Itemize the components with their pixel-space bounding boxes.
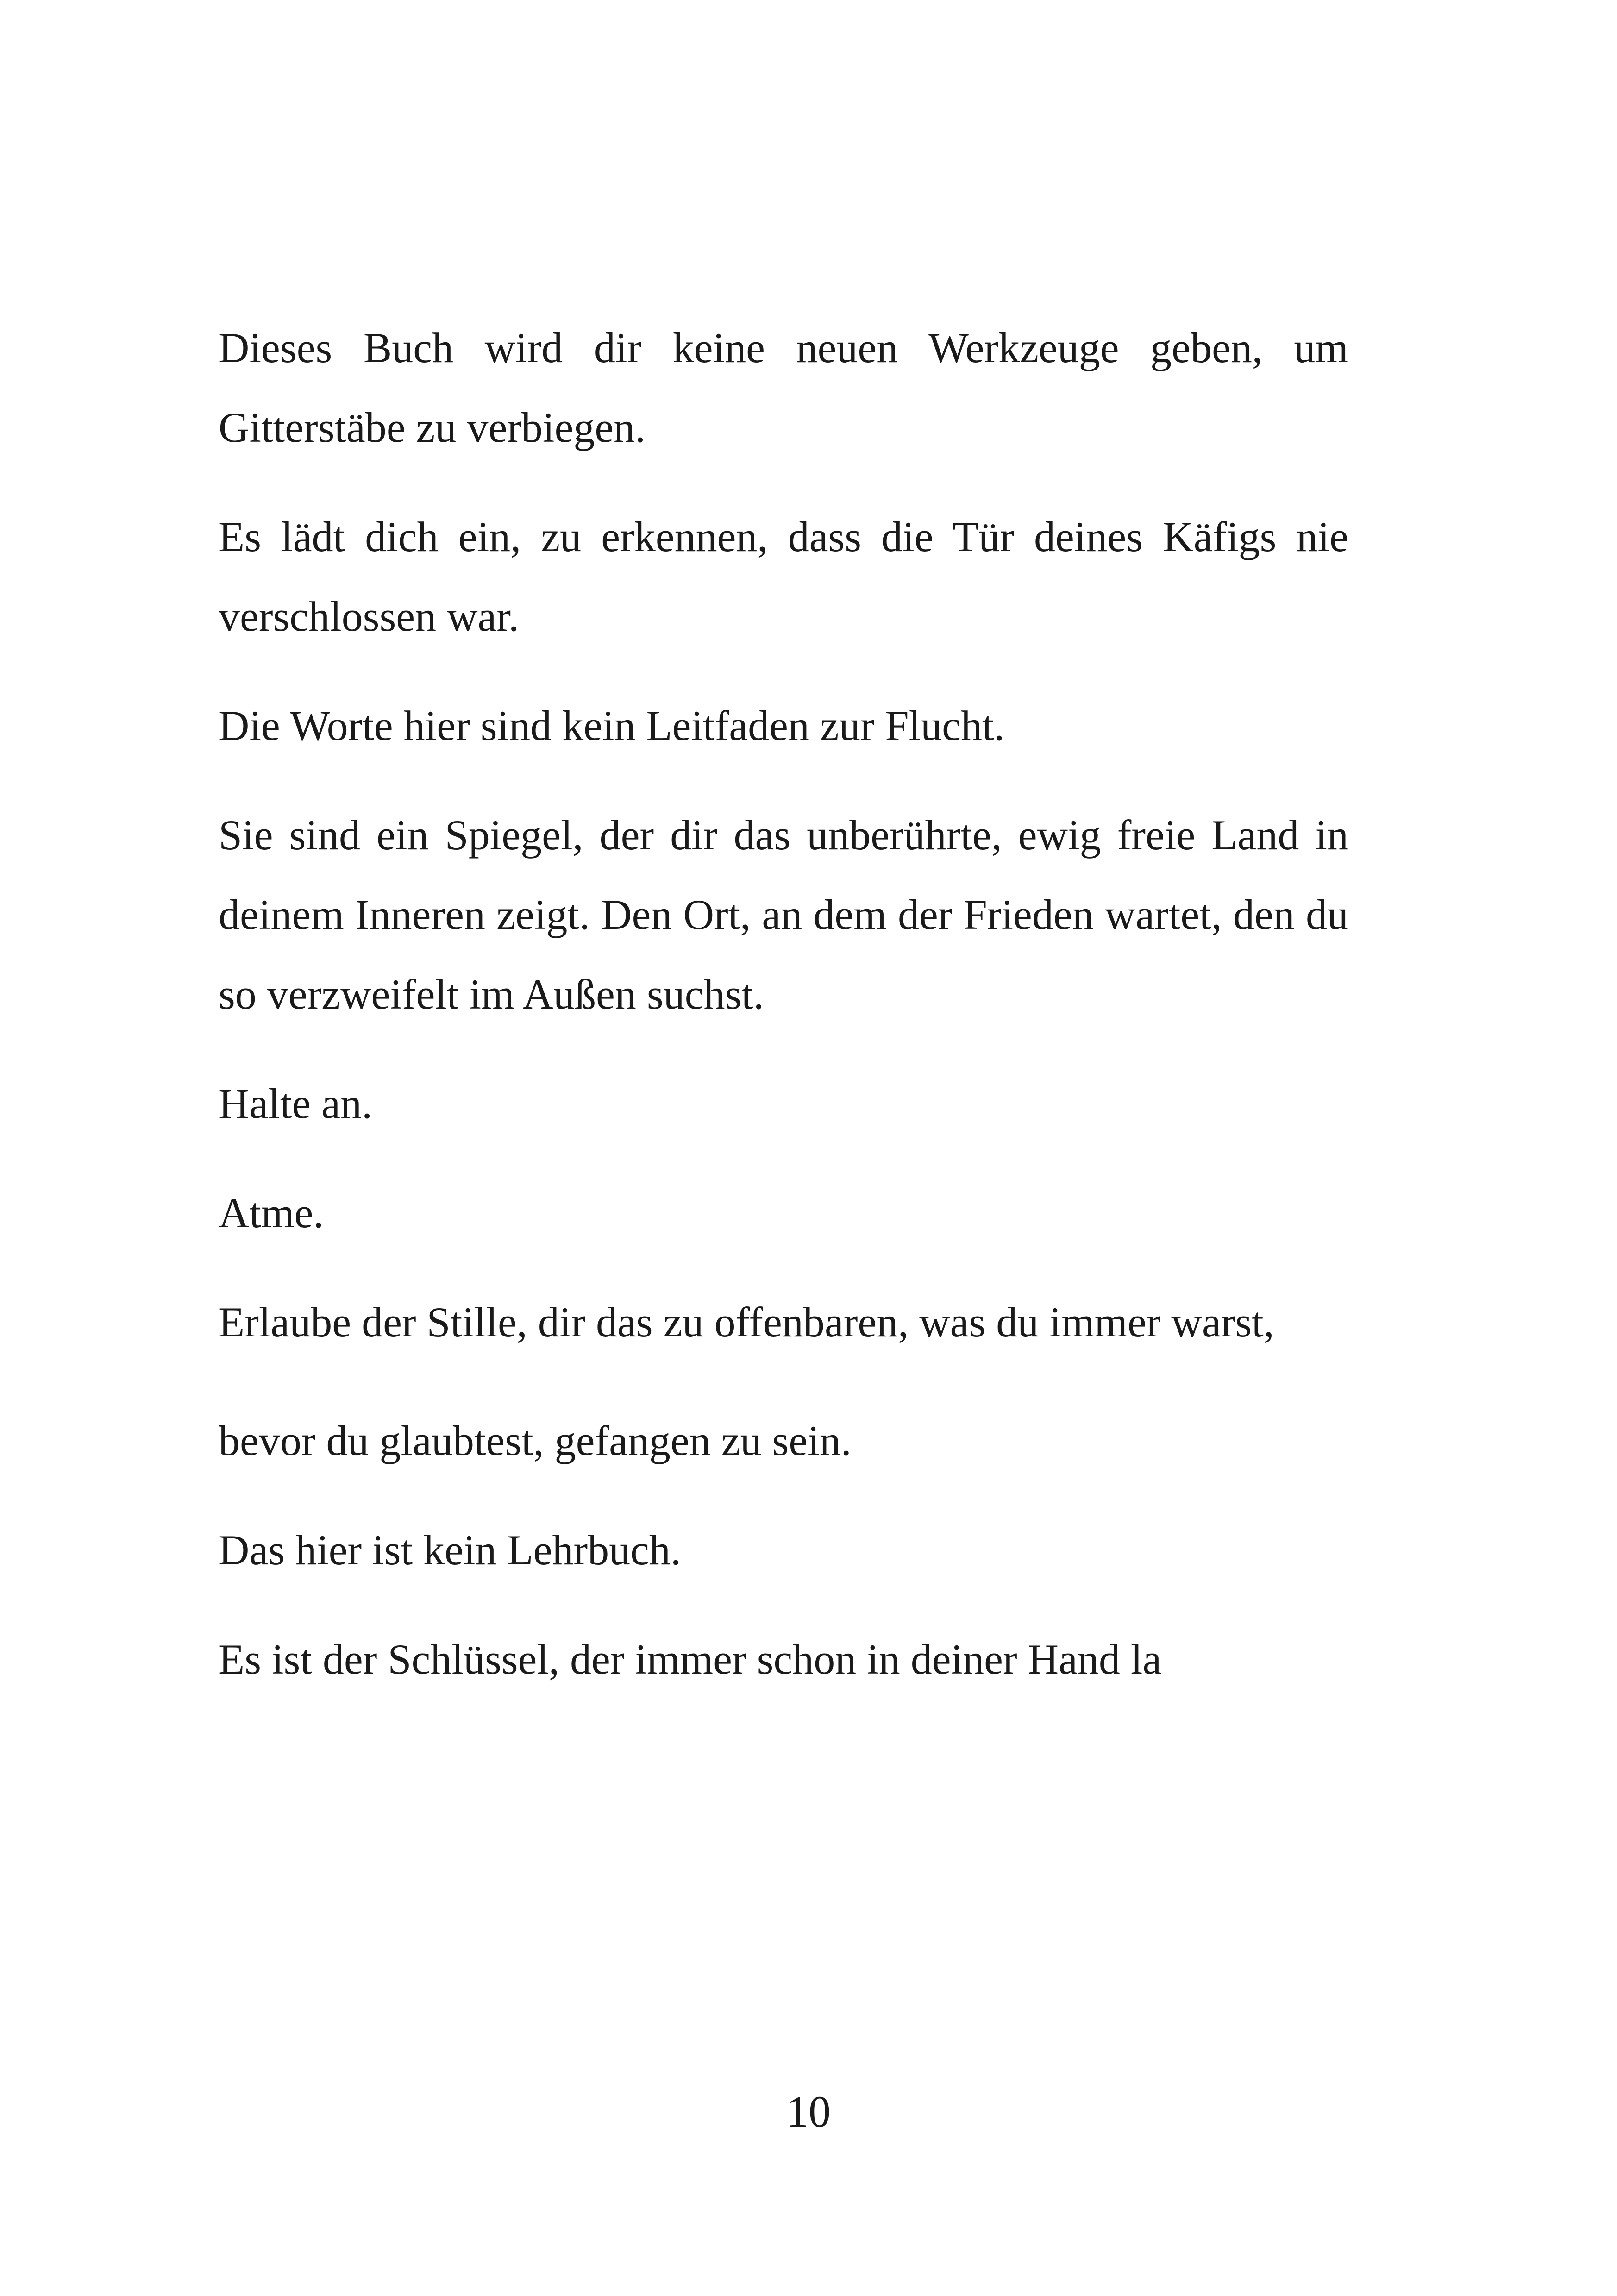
paragraph-6: Atme. bbox=[219, 1189, 324, 1236]
paragraph-9: Das hier ist kein Lehrbuch. bbox=[219, 1526, 681, 1574]
paragraph-7: Erlaube der Stille, dir das zu offenbaren, was du immer warst, bbox=[219, 1299, 1274, 1346]
paragraph-1: Dieses Buch wird dir keine neuen Werkzeuge geben, um Gitterstäbe zu verbiegen. bbox=[219, 324, 1348, 451]
body-text bbox=[219, 308, 1348, 1729]
paragraph-10: Es ist der Schlüssel, der immer schon in deiner Hand la bbox=[219, 1636, 1162, 1683]
paragraph-3: Die Worte hier sind kein Leitfaden zur Flucht. bbox=[219, 702, 1005, 749]
paragraph-2: Es lädt dich ein, zu erkennen, dass die Tür deines Käfigs nie verschlossen war. bbox=[219, 513, 1348, 640]
paragraph-5: Halte an. bbox=[219, 1080, 373, 1127]
page-number: 10 bbox=[786, 2087, 831, 2136]
paragraph-8: bevor du glaubtest, gefangen zu sein. bbox=[219, 1417, 852, 1464]
paragraph-4: Sie sind ein Spiegel, der dir das unberührte, ewig freie Land in deinem Inneren zeigt. Den Ort, an dem der Frieden wartet, den du so verzweifelt im Außen suchst. bbox=[219, 811, 1348, 1018]
